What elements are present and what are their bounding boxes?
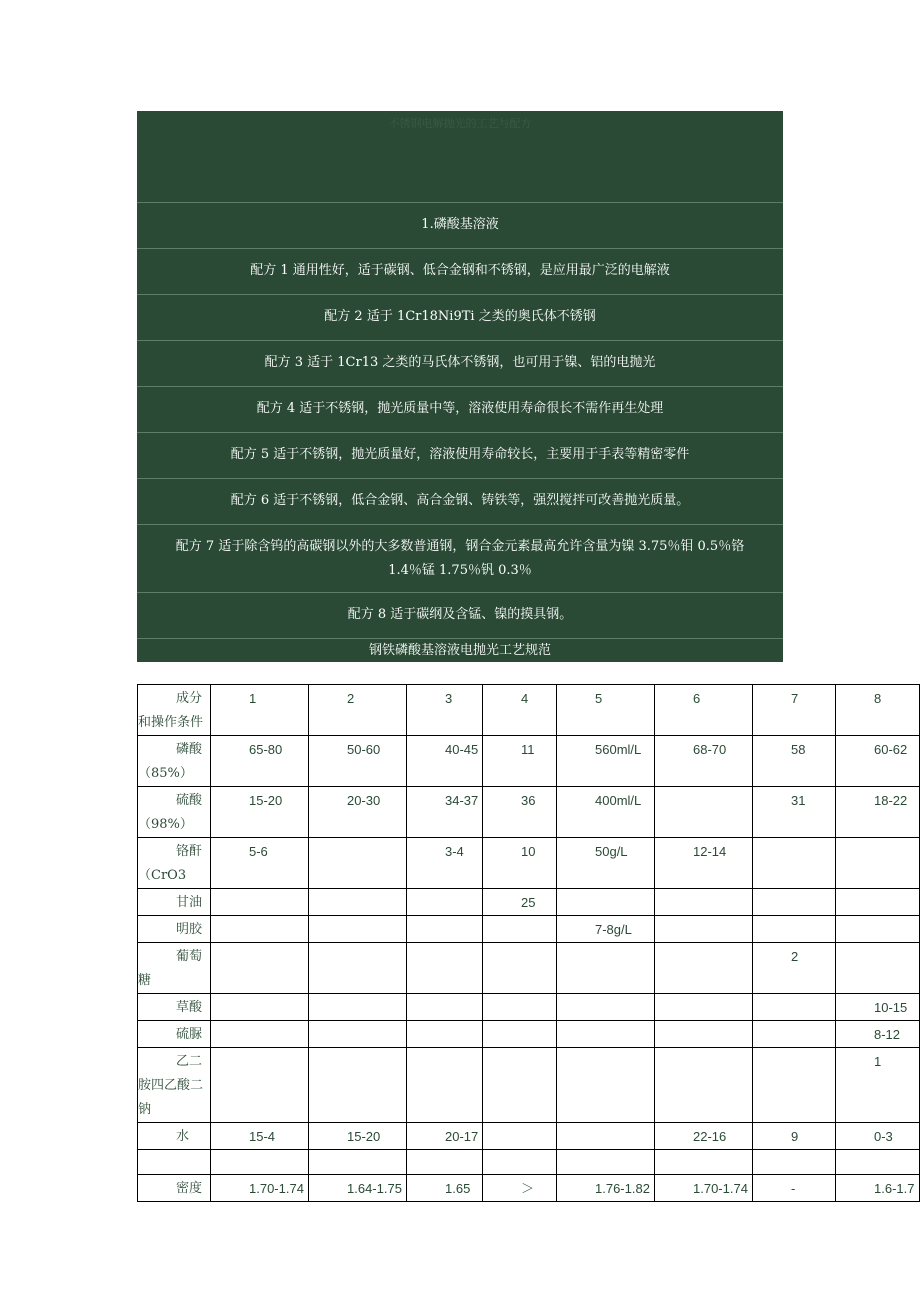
row-label-cell: 甘油 — [138, 889, 211, 916]
row-label-cell: 铬酐（CrO3 — [138, 838, 211, 889]
table-row — [138, 1175, 920, 1202]
value-cell: 10 — [483, 838, 557, 889]
header-label-cell: 成分和操作条件 — [138, 685, 211, 736]
value-cell — [557, 1048, 655, 1123]
recipe-description-panel — [137, 111, 783, 662]
value-cell — [309, 916, 407, 943]
value-cell — [407, 994, 483, 1021]
value-cell — [753, 889, 836, 916]
panel-faint-title: 不锈钢电解抛光的工艺与配方 — [388, 117, 532, 130]
table-row — [138, 994, 920, 1021]
value-cell: 5-6 — [211, 838, 309, 889]
value-cell — [655, 1048, 753, 1123]
row-label-cell: 密度 — [138, 1175, 211, 1202]
panel-footer-title: 钢铁磷酸基溶液电抛光工艺规范 — [368, 643, 551, 658]
value-cell — [753, 838, 836, 889]
value-cell: 36 — [483, 787, 557, 838]
value-cell: 10-15 — [836, 994, 920, 1021]
value-cell: 40-45 — [407, 736, 483, 787]
row-label-cell: 磷酸（85%） — [138, 736, 211, 787]
value-cell: 1.70-1.74 — [655, 1175, 753, 1202]
value-cell: 60-62 — [836, 736, 920, 787]
value-cell: 9 — [753, 1123, 836, 1150]
table-row — [138, 1150, 920, 1175]
value-cell: 560ml/L — [557, 736, 655, 787]
value-cell — [407, 1150, 483, 1175]
value-cell — [655, 994, 753, 1021]
value-cell — [655, 916, 753, 943]
value-cell: 2 — [753, 943, 836, 994]
panel-row-recipe-7 — [137, 525, 783, 593]
value-cell — [309, 889, 407, 916]
value-cell: 22-16 — [655, 1123, 753, 1150]
panel-row-footer — [137, 639, 783, 662]
value-cell: 1.70-1.74 — [211, 1175, 309, 1202]
panel-top-block — [137, 111, 783, 203]
table-row — [138, 1048, 920, 1123]
value-cell — [407, 889, 483, 916]
value-cell: 1.6-1.7 — [836, 1175, 920, 1202]
value-cell: 12-14 — [655, 838, 753, 889]
row-label-cell: 硫脲 — [138, 1021, 211, 1048]
value-cell — [483, 1150, 557, 1175]
value-cell: 15-20 — [211, 787, 309, 838]
row-label-cell: 明胶 — [138, 916, 211, 943]
value-cell — [753, 1150, 836, 1175]
value-cell: 11 — [483, 736, 557, 787]
value-cell: 18-22 — [836, 787, 920, 838]
value-cell: 1.65 — [407, 1175, 483, 1202]
table-row — [138, 943, 920, 994]
value-cell: 34-37 — [407, 787, 483, 838]
value-cell: 1.64-1.75 — [309, 1175, 407, 1202]
table-row — [138, 1021, 920, 1048]
recipe-5-text: 配方 5 适于不锈钢，抛光质量好，溶液使用寿命较长，主要用于手表等精密零件 — [230, 447, 690, 462]
value-cell: 31 — [753, 787, 836, 838]
value-cell — [753, 1048, 836, 1123]
header-col-4: 4 — [483, 685, 557, 736]
value-cell: 8-12 — [836, 1021, 920, 1048]
header-col-1: 1 — [211, 685, 309, 736]
table-row — [138, 1123, 920, 1150]
row-label-cell: 硫酸（98%） — [138, 787, 211, 838]
recipe-8-text: 配方 8 适于碳纲及含锰、镍的摸具钢。 — [347, 607, 573, 622]
value-cell — [836, 889, 920, 916]
value-cell — [309, 1048, 407, 1123]
value-cell — [557, 1021, 655, 1048]
table-header-row — [138, 685, 920, 736]
value-cell — [211, 889, 309, 916]
row-label-cell: 水 — [138, 1123, 211, 1150]
value-cell: 20-17 — [407, 1123, 483, 1150]
recipe-3-text: 配方 3 适于 1Cr13 之类的马氏体不锈钢，也可用于镍、铝的电抛光 — [264, 355, 656, 370]
panel-row-recipe-2 — [137, 295, 783, 341]
header-col-3: 3 — [407, 685, 483, 736]
value-cell: 20-30 — [309, 787, 407, 838]
value-cell: 7-8g/L — [557, 916, 655, 943]
panel-row-heading — [137, 203, 783, 249]
value-cell — [407, 916, 483, 943]
header-col-2: 2 — [309, 685, 407, 736]
value-cell: 50g/L — [557, 838, 655, 889]
table-row — [138, 838, 920, 889]
value-cell: 15-4 — [211, 1123, 309, 1150]
panel-row-recipe-3 — [137, 341, 783, 387]
panel-row-recipe-1 — [137, 249, 783, 295]
value-cell: 3-4 — [407, 838, 483, 889]
value-cell: 65-80 — [211, 736, 309, 787]
panel-heading: 1.磷酸基溶液 — [421, 217, 499, 232]
value-cell — [211, 1048, 309, 1123]
value-cell — [211, 943, 309, 994]
value-cell: 15-20 — [309, 1123, 407, 1150]
value-cell: 50-60 — [309, 736, 407, 787]
value-cell: 68-70 — [655, 736, 753, 787]
value-cell — [211, 994, 309, 1021]
value-cell — [753, 1021, 836, 1048]
header-col-7: 7 — [753, 685, 836, 736]
value-cell — [483, 1048, 557, 1123]
row-label-cell — [138, 1150, 211, 1175]
recipe-7-line-2: 1.4％锰 1.75％钒 0.3％ — [388, 563, 532, 578]
value-cell: 25 — [483, 889, 557, 916]
table-row — [138, 736, 920, 787]
recipe-2-text: 配方 2 适于 1Cr18Ni9Ti 之类的奥氏体不锈钢 — [324, 309, 596, 324]
header-col-6: 6 — [655, 685, 753, 736]
process-spec-table — [137, 684, 920, 1202]
value-cell — [407, 943, 483, 994]
value-cell — [309, 1150, 407, 1175]
value-cell — [211, 916, 309, 943]
value-cell — [309, 943, 407, 994]
recipe-4-text: 配方 4 适于不锈钢，抛光质量中等，溶液使用寿命很长不需作再生处理 — [256, 401, 664, 416]
value-cell: 1.76-1.82 — [557, 1175, 655, 1202]
header-col-5: 5 — [557, 685, 655, 736]
value-cell: - — [753, 1175, 836, 1202]
value-cell — [557, 1123, 655, 1150]
recipe-1-text: 配方 1 通用性好，适于碳钢、低合金钢和不锈钢，是应用最广泛的电解液 — [250, 263, 670, 278]
panel-row-recipe-4 — [137, 387, 783, 433]
value-cell: 58 — [753, 736, 836, 787]
value-cell — [483, 943, 557, 994]
value-cell — [557, 889, 655, 916]
table-row — [138, 787, 920, 838]
header-col-8: 8 — [836, 685, 920, 736]
value-cell — [753, 994, 836, 1021]
value-cell — [407, 1048, 483, 1123]
value-cell — [836, 943, 920, 994]
row-label-cell: 乙二胺四乙酸二钠 — [138, 1048, 211, 1123]
value-cell — [407, 1021, 483, 1048]
value-cell — [655, 1150, 753, 1175]
value-cell — [836, 916, 920, 943]
value-cell — [836, 1150, 920, 1175]
panel-row-recipe-6 — [137, 479, 783, 525]
value-cell — [655, 889, 753, 916]
table-row — [138, 916, 920, 943]
row-label-cell: 草酸 — [138, 994, 211, 1021]
value-cell — [483, 1123, 557, 1150]
value-cell — [483, 916, 557, 943]
value-cell — [211, 1150, 309, 1175]
value-cell — [483, 1021, 557, 1048]
panel-row-recipe-5 — [137, 433, 783, 479]
value-cell — [557, 994, 655, 1021]
value-cell — [309, 994, 407, 1021]
value-cell — [309, 1021, 407, 1048]
value-cell — [557, 1150, 655, 1175]
value-cell — [211, 1021, 309, 1048]
value-cell — [655, 943, 753, 994]
value-cell — [309, 838, 407, 889]
panel-row-recipe-8 — [137, 593, 783, 639]
value-cell — [836, 838, 920, 889]
value-cell: 1 — [836, 1048, 920, 1123]
value-cell — [655, 1021, 753, 1048]
value-cell: 400ml/L — [557, 787, 655, 838]
value-cell — [655, 787, 753, 838]
recipe-6-text: 配方 6 适于不锈钢，低合金钢、高合金钢、铸铁等，强烈搅拌可改善抛光质量。 — [230, 493, 690, 508]
value-cell: 0-3 — [836, 1123, 920, 1150]
row-label-cell: 葡萄糖 — [138, 943, 211, 994]
value-cell — [557, 943, 655, 994]
recipe-7-line-1: 配方 7 适于除含钨的高碳钢以外的大多数普通钢，钢合金元素最高允许含量为镍 3.75％钼 0.5％铬 — [175, 539, 745, 554]
value-cell — [753, 916, 836, 943]
value-cell — [483, 994, 557, 1021]
value-cell: ＞ — [483, 1175, 557, 1202]
table-row — [138, 889, 920, 916]
